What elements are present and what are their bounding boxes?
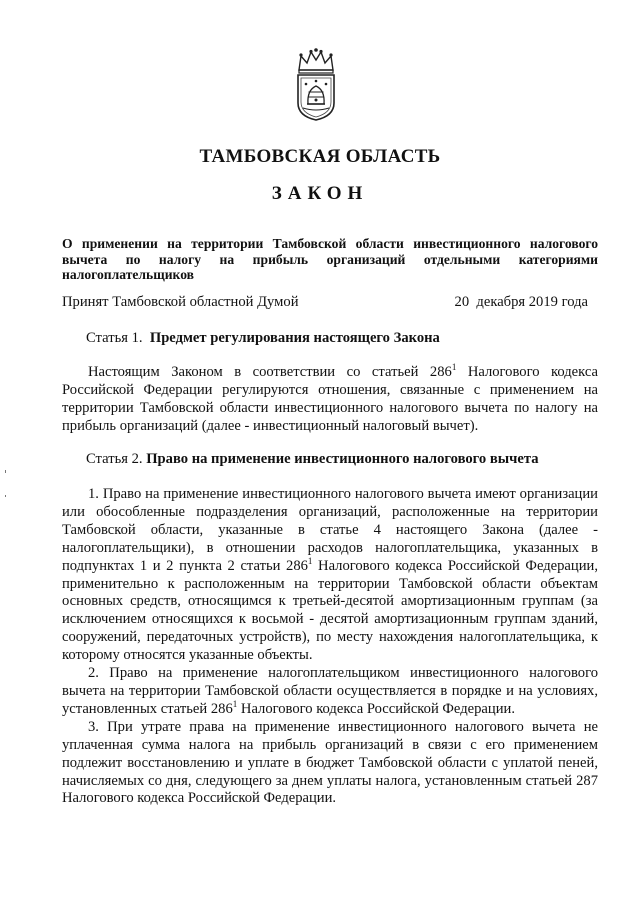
article-1-text-b: Налогового кодекса Российской Федерации регулируются отношения, связанные с применением на территории Тамбовской области инвестиционного налогового вычета по налогу на прибыль организаций (далее - инвестиционный налоговый вычет).	[62, 364, 598, 434]
tambov-coat-of-arms-icon	[293, 48, 339, 122]
document-type: ЗАКОН	[271, 183, 369, 204]
article-2-heading	[86, 451, 539, 468]
scan-speck	[5, 470, 6, 473]
article-1-paragraph	[62, 364, 598, 436]
article-2-paragraph-3: 3. При утрате права на применение инвестиционного налогового вычета не уплаченная сумма налога на прибыль организаций в связи с его применением подлежит восстановлению и уплате в бюджет Тамбовской области с уплатой пеней, начисляемых со дня, следующего за днем уплаты налога, установленным статьей 287 Налогового кодекса Российской Федерации.	[62, 718, 598, 807]
article-1-body	[62, 364, 598, 436]
adoption-line	[62, 294, 598, 311]
adoption-date: 20 декабря 2019 года	[454, 294, 588, 310]
article-1-heading	[86, 330, 440, 347]
article-2-p2-text-a: 2. Право на применение налогоплательщиком инвестиционного налогового вычета на территории Тамбовской области осуществляется в порядке и на условиях, установленных статьей 286	[62, 665, 598, 717]
article-1-title: Предмет регулирования настоящего Закона	[149, 330, 440, 346]
article-1-superscript: 1	[451, 362, 457, 373]
article-2-p2-text-b: Налогового кодекса Российской Федерации.	[237, 700, 515, 717]
article-2-p1-text-a: 1. Право на применение инвестиционного налогового вычета имеют организации или обособленные подразделения организаций, расположенные на территории Тамбовской области, указанные в статье 4 настоящего Закона (далее - налогоплательщики), в отношении расходов налогоплательщика, указанных в подпунктах 1 и 2 пункта 2 статьи 286	[62, 486, 598, 574]
law-title: О применении на территории Тамбовской области инвестиционного налогового вычета по налогу на прибыль организаций отдельными категориями налогоплательщиков	[62, 236, 598, 282]
article-2-label: Статья 2.	[86, 451, 143, 467]
adopted-by: Принят Тамбовской областной Думой	[62, 294, 299, 310]
article-2-body	[62, 486, 598, 808]
region-name: ТАМБОВСКАЯ ОБЛАСТЬ	[199, 146, 441, 167]
scan-speck	[5, 495, 6, 497]
article-2-title: Право на применение инвестиционного налогового вычета	[146, 451, 539, 467]
article-2-p1-superscript: 1	[307, 555, 313, 566]
article-1-text-a: Настоящим Законом в соответствии со статьей 286	[88, 364, 452, 380]
article-2-paragraph-2	[62, 665, 598, 719]
article-2-p2-superscript: 1	[232, 699, 238, 710]
article-2-p1-text-b: Налогового кодекса Российской Федерации, применительно к расположенным на территории Тамбовской области объектам основных средств, относящимся к третьей-десятой амортизационным группам (за исключением относящихся к восьмой - десятой амортизационным группам зданий, сооружений, передаточных устройств), по месту нахождения налогоплательщика, к которому относятся указанные объекты.	[62, 557, 598, 664]
article-2-paragraph-1	[62, 486, 598, 665]
article-1-label: Статья 1.	[86, 330, 143, 346]
